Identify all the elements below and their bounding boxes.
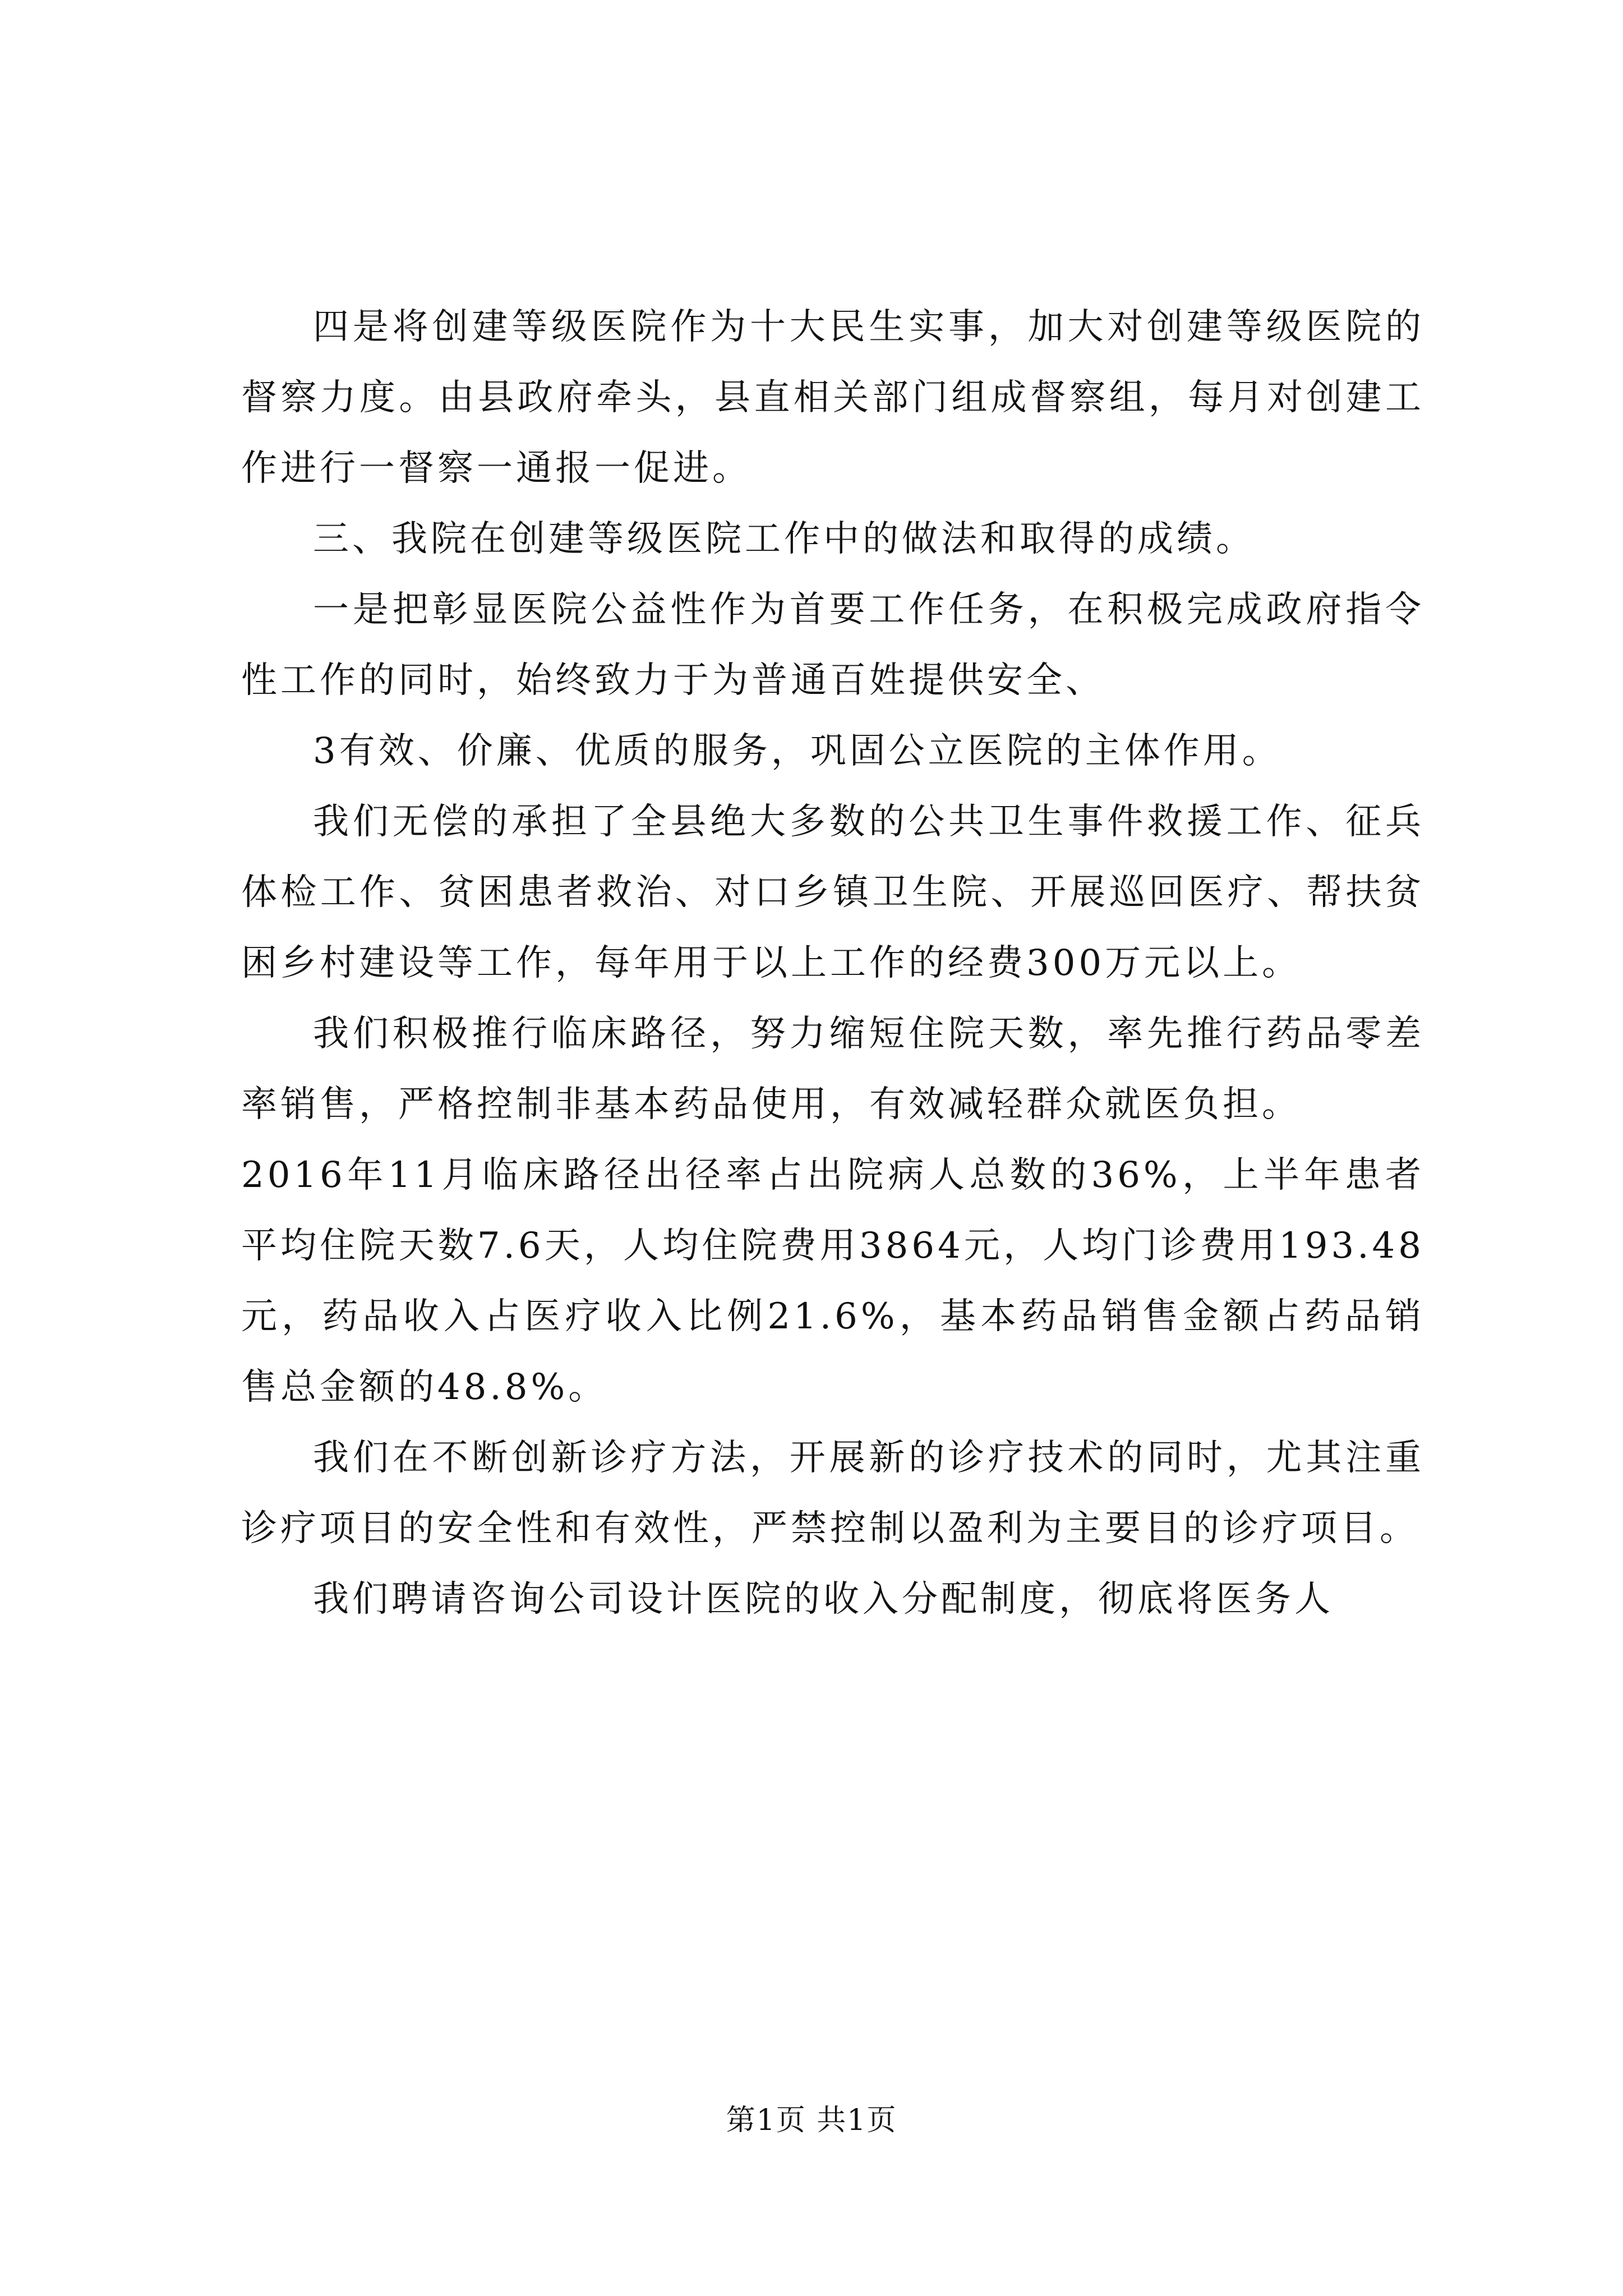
page-footer: 第1页 共1页 bbox=[726, 2104, 897, 2137]
paragraph-effective-service: 3有效、价廉、优质的服务，巩固公立医院的主体作用。 bbox=[313, 730, 1281, 772]
paragraph-innovation: 我们在不断创新诊疗方法，开展新的诊疗技术的同时，尤其注重诊疗项目的安全性和有效性，严禁控制以盈利为主要目的诊疗项目。 bbox=[241, 1437, 1424, 1549]
paragraph-free-undertaking: 我们无偿的承担了全县绝大多数的公共卫生事件救援工作、征兵体检工作、贫困患者救治、对口乡镇卫生院、开展巡回医疗、帮扶贫困乡村建设等工作，每年用于以上工作的经费300万元以上。 bbox=[241, 801, 1424, 984]
paragraph-public-welfare: 一是把彰显医院公益性作为首要工作任务，在积极完成政府指令性工作的同时，始终致力于为普通百姓提供安全、 bbox=[241, 589, 1424, 701]
paragraph-income-distribution: 我们聘请咨询公司设计医院的收入分配制度，彻底将医务人 bbox=[313, 1579, 1334, 1620]
paragraph-inspection: 四是将创建等级医院作为十大民生实事，加大对创建等级医院的督察力度。由县政府牵头，县直相关部门组成督察组，每月对创建工作进行一督察一通报一促进。 bbox=[241, 306, 1424, 489]
paragraph-section-three-heading: 三、我院在创建等级医院工作中的做法和取得的成绩。 bbox=[313, 518, 1255, 560]
paragraph-statistics: 2016年11月临床路径出径率占出院病人总数的36%，上半年患者平均住院天数7.6天，人均住院费用3864元，人均门诊费用193.48元，药品收入占医疗收入比例21.6%，基本药品销售金额占药品销售总金额的48.8%。 bbox=[241, 1154, 1424, 1408]
document-body bbox=[241, 292, 1424, 1635]
paragraph-clinical-pathway: 我们积极推行临床路径，努力缩短住院天数，率先推行药品零差率销售，严格控制非基本药品使用，有效减轻群众就医负担。 bbox=[241, 1013, 1424, 1125]
